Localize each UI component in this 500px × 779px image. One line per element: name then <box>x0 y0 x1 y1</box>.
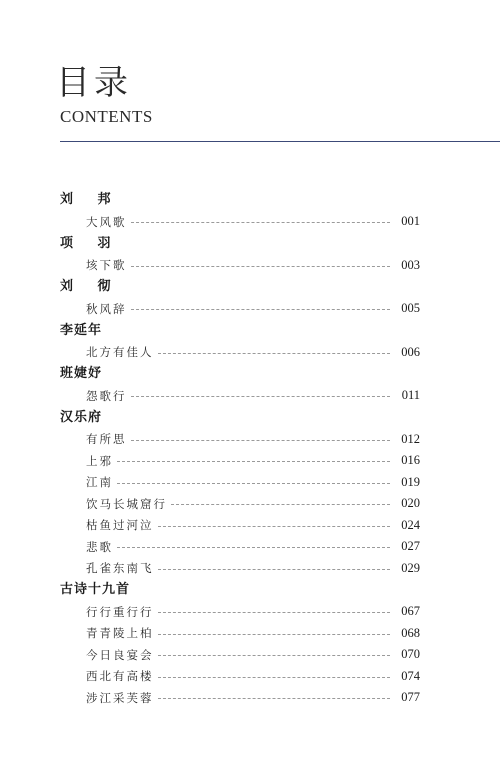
toc-entry[interactable] <box>60 211 420 233</box>
entry-page-number: 001 <box>401 214 420 229</box>
section-author: 刘 彻 <box>60 279 121 294</box>
section-author: 李延年 <box>60 322 103 338</box>
entry-page-number: 012 <box>401 431 420 446</box>
entry-page-number: 027 <box>401 539 420 554</box>
entry-page-number: 070 <box>401 647 420 662</box>
dot-leader <box>131 266 391 267</box>
entry-title: 青青陵上柏 <box>86 626 154 641</box>
entry-title: 悲歌 <box>86 539 113 554</box>
dot-leader <box>117 461 390 462</box>
toc-entry[interactable] <box>60 450 420 472</box>
entry-title: 行行重行行 <box>86 604 154 619</box>
entry-title: 孔雀东南飞 <box>86 561 154 576</box>
entry-title: 饮马长城窟行 <box>86 496 167 511</box>
section-author: 刘 邦 <box>60 192 121 207</box>
entry-page-number: 006 <box>401 344 420 359</box>
table-of-contents <box>60 189 420 709</box>
toc-entry[interactable] <box>60 255 420 277</box>
dot-leader <box>158 353 391 354</box>
toc-entry[interactable] <box>60 472 420 494</box>
toc-entry[interactable] <box>60 342 420 364</box>
dot-leader <box>117 547 390 548</box>
dot-leader <box>158 677 391 678</box>
toc-title-en: CONTENTS <box>60 107 153 126</box>
toc-entry[interactable] <box>60 385 420 407</box>
toc-entry[interactable] <box>60 687 420 709</box>
entry-page-number: 019 <box>401 474 420 489</box>
entry-page-number: 077 <box>401 690 420 705</box>
toc-entry[interactable] <box>60 515 420 537</box>
toc-entry[interactable] <box>60 601 420 623</box>
entry-page-number: 024 <box>401 517 420 532</box>
entry-title: 上邪 <box>86 453 113 468</box>
entry-title: 北方有佳人 <box>86 345 154 360</box>
dot-leader <box>131 440 391 441</box>
entry-page-number: 011 <box>401 388 420 403</box>
toc-entry[interactable] <box>60 298 420 320</box>
toc-entry[interactable] <box>60 623 420 645</box>
entry-page-number: 005 <box>401 301 420 316</box>
entry-title: 江南 <box>86 475 113 490</box>
entry-title: 有所思 <box>86 432 127 447</box>
entry-page-number: 016 <box>401 453 420 468</box>
entry-title: 涉江采芙蓉 <box>86 690 154 705</box>
toc-entry[interactable] <box>60 493 420 515</box>
title-divider <box>60 141 500 142</box>
dot-leader <box>158 612 391 613</box>
dot-leader <box>158 655 391 656</box>
entry-page-number: 003 <box>401 257 420 272</box>
dot-leader <box>158 526 391 527</box>
section-author: 汉乐府 <box>60 409 103 425</box>
entry-title: 今日良宴会 <box>86 647 154 662</box>
dot-leader <box>158 634 391 635</box>
entry-title: 枯鱼过河泣 <box>86 518 154 533</box>
entry-title: 秋风辞 <box>86 301 127 316</box>
toc-entry[interactable] <box>60 536 420 558</box>
entry-title: 垓下歌 <box>86 258 127 273</box>
entry-page-number: 029 <box>401 560 420 575</box>
toc-entry[interactable] <box>60 666 420 688</box>
dot-leader <box>117 483 390 484</box>
entry-title: 西北有高楼 <box>86 669 154 684</box>
entry-title: 大风歌 <box>86 214 127 229</box>
dot-leader <box>158 698 391 699</box>
entry-page-number: 068 <box>401 625 420 640</box>
toc-entry[interactable] <box>60 558 420 580</box>
dot-leader <box>131 309 391 310</box>
toc-entry[interactable] <box>60 429 420 451</box>
dot-leader <box>158 569 391 570</box>
section-author: 班婕妤 <box>60 366 103 381</box>
section-author: 古诗十九首 <box>60 582 131 597</box>
toc-entry[interactable] <box>60 644 420 666</box>
entry-title: 怨歌行 <box>86 388 127 403</box>
dot-leader <box>171 504 390 505</box>
entry-page-number: 067 <box>401 604 420 619</box>
section-author: 项 羽 <box>60 235 121 251</box>
toc-title-cn: 目录 <box>56 63 132 103</box>
entry-page-number: 020 <box>401 496 420 511</box>
dot-leader <box>131 396 391 397</box>
entry-page-number: 074 <box>401 668 420 683</box>
dot-leader <box>131 222 391 223</box>
